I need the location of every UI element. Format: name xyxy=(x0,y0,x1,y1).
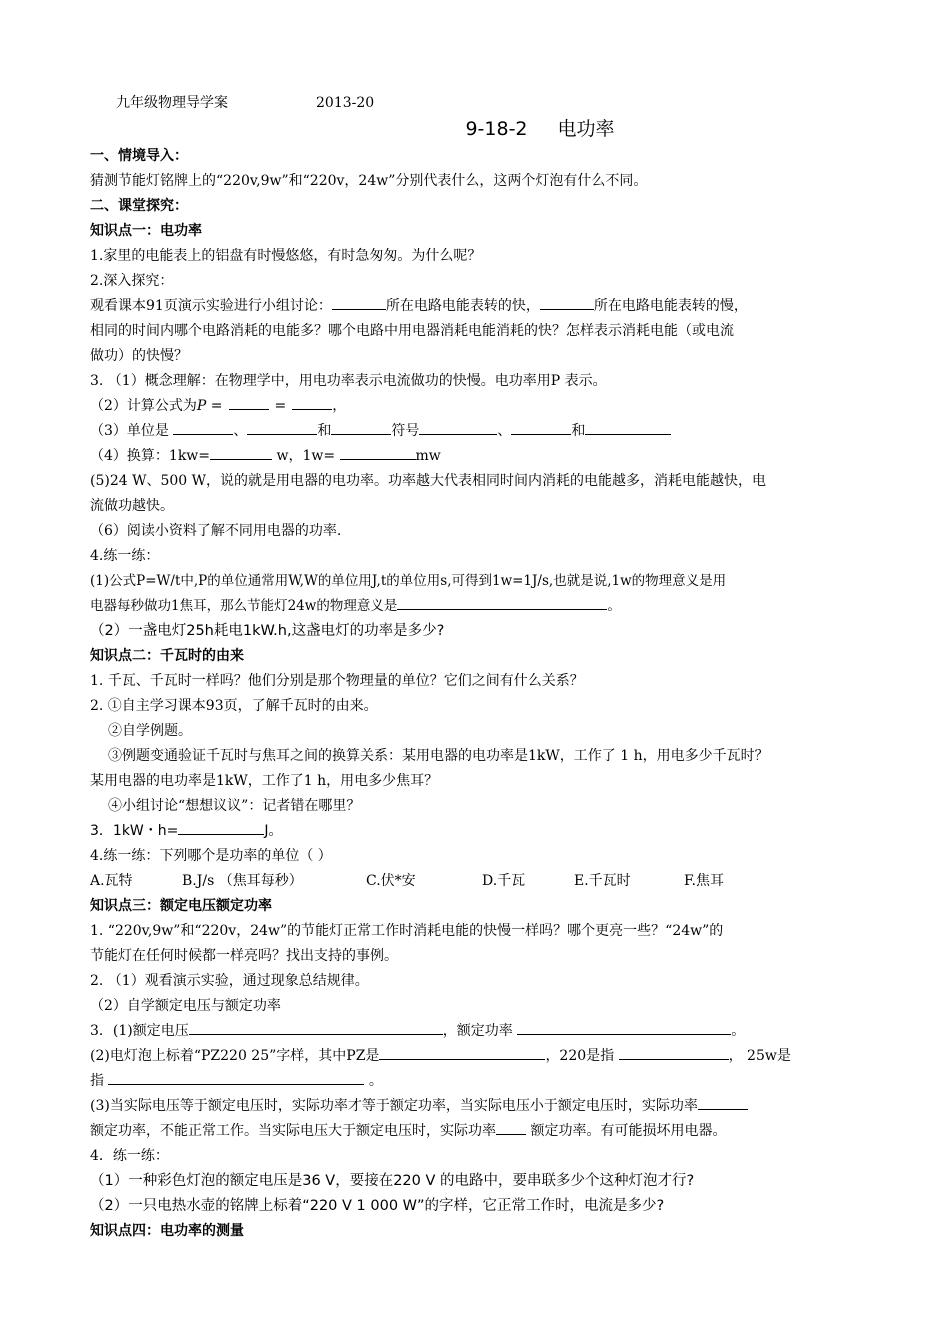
knowledge-point-1: 知识点一：电功率 xyxy=(90,223,202,239)
kp3-question-3-3a: (3)当实际电压等于额定电压时，实际功率才等于额定功率，当实际电压小于额定电压时，实际功率 xyxy=(90,1094,870,1119)
kp1-question-2b: 相同的时间内哪个电路消耗的电能多？哪个电路中用电器消耗电能消耗的快？怎样表示消耗电能（或电流 xyxy=(90,323,734,339)
kp2-question-1: 1. 千瓦、千瓦时一样吗？他们分别是那个物理量的单位？它们之间有什么关系？ xyxy=(90,673,584,689)
fill-blank[interactable] xyxy=(292,395,332,410)
kp1-question-2: 2.深入探究： xyxy=(90,273,174,289)
kp3-question-3-2: (2)电灯泡上标着“PZ220 25”字样，其中PZ是 ，220是指 ， 25w是 xyxy=(90,1044,870,1069)
kp3-practice-2: （2）一只电热水壶的铭牌上标着“220 V 1 000 W”的字样，它正常工作时，电流是多少? xyxy=(90,1198,665,1214)
section-heading-explore: 二、课堂探究： xyxy=(90,198,188,214)
document-header xyxy=(90,92,870,114)
kp3-practice: 4．练一练： xyxy=(90,1148,169,1164)
date-label: 2013-20 xyxy=(316,95,375,111)
option-d[interactable]: D.千瓦 xyxy=(482,873,526,889)
option-f[interactable]: F.焦耳 xyxy=(684,873,724,889)
kp1-conversion: （4）换算：1kw= w，1w= mw xyxy=(90,444,870,469)
fill-blank[interactable] xyxy=(229,395,269,410)
option-a[interactable]: A.瓦特 xyxy=(90,873,133,889)
fill-blank[interactable] xyxy=(340,445,416,460)
course-label: 九年级物理导学案 xyxy=(116,95,228,111)
kp2-question-2-1: 2. ①自主学习课本93页，了解千瓦时的由来。 xyxy=(90,698,378,714)
kp3-question-1a: 1. “220v,9w”和“220v，24w”的节能灯正常工作时消耗电能的快慢一样吗？哪个更亮一些？“24w”的 xyxy=(90,923,724,939)
kp2-options xyxy=(90,869,870,894)
fill-blank[interactable] xyxy=(247,420,317,435)
kp2-question-2-3b: 某用电器的电功率是1kW，工作了1 h，用电多少焦耳？ xyxy=(90,773,439,789)
kp1-note-5b: 流做功越快。 xyxy=(90,498,174,514)
fill-blank[interactable] xyxy=(189,1020,443,1035)
kp1-question-2c: 做功）的快慢？ xyxy=(90,348,188,364)
intro-text: 猜测节能灯铭牌上的“220v,9w”和“220v，24w”分别代表什么，这两个灯泡有什么不同。 xyxy=(90,173,648,189)
kp3-question-1b: 节能灯在任何时候都一样亮吗？找出支持的事例。 xyxy=(90,948,398,964)
kp1-note-5a: (5)24 W、500 W，说的就是用电器的电功率。功率越大代表相同时间内消耗的电能越多，消耗电能越快，电 xyxy=(90,473,767,489)
lesson-code: 9-18-2 xyxy=(465,118,528,140)
kp1-practice-1b: 电器每秒做功1焦耳，那么节能灯24w的物理意义是 。 xyxy=(90,594,870,619)
knowledge-point-2: 知识点二：千瓦时的由来 xyxy=(90,648,244,664)
kp3-question-2-1: 2. （1）观看演示实验，通过现象总结规律。 xyxy=(90,973,369,989)
kp3-practice-1: （1）一种彩色灯泡的额定电压是36 V，要接在220 V 的电路中，要串联多少个这种灯泡才行? xyxy=(90,1173,695,1189)
kp1-practice-1a: (1)公式P=W/t中,P的单位通常用W,W的单位用J,t的单位用s,可得到1w=1J/s,也就是说,1w的物理意义是用 xyxy=(90,573,727,589)
fill-blank[interactable] xyxy=(517,1020,731,1035)
fill-blank[interactable] xyxy=(331,420,391,435)
kp1-note-6: （6）阅读小资料了解不同用电器的功率. xyxy=(90,523,342,539)
fill-blank[interactable] xyxy=(332,295,386,310)
worksheet-page xyxy=(90,92,870,1244)
option-b[interactable]: B.J/s （焦耳每秒） xyxy=(182,873,303,889)
fill-blank[interactable] xyxy=(210,445,272,460)
page-title xyxy=(210,114,870,144)
lesson-name: 电功率 xyxy=(557,118,615,140)
kp2-question-4: 4.练一练：下列哪个是功率的单位（ ） xyxy=(90,848,332,864)
knowledge-point-3: 知识点三：额定电压额定功率 xyxy=(90,898,272,914)
kp1-concept: 3. （1）概念理解：在物理学中，用电功率表示电流做功的快慢。电功率用P 表示。 xyxy=(90,373,607,389)
fill-blank[interactable] xyxy=(397,595,607,610)
kp3-question-3-3b: 额定功率，不能正常工作。当实际电压大于额定电压时，实际功率 额定功率。有可能损坏用电器。 xyxy=(90,1119,870,1144)
kp1-question-2a: 观看课本91页演示实验进行小组讨论： 所在电路电能表转的快， 所在电路电能表转的慢， xyxy=(90,294,870,319)
kp2-question-2-2: ②自学例题。 xyxy=(108,723,192,739)
kp3-question-3-2b: 指 。 xyxy=(90,1069,870,1094)
option-e[interactable]: E.千瓦时 xyxy=(574,873,631,889)
fill-blank[interactable] xyxy=(585,420,671,435)
kp1-formula: （2）计算公式为P = = ， xyxy=(90,394,870,419)
fill-blank[interactable] xyxy=(511,420,571,435)
kp1-question-1: 1.家里的电能表上的铝盘有时慢悠悠，有时急匆匆。为什么呢？ xyxy=(90,248,482,264)
fill-blank[interactable] xyxy=(698,1095,748,1110)
knowledge-point-4: 知识点四：电功率的测量 xyxy=(90,1223,244,1239)
kp2-question-3: 3．1kW・h= J。 xyxy=(90,819,870,844)
section-heading-intro: 一、情境导入： xyxy=(90,148,188,164)
fill-blank[interactable] xyxy=(540,295,594,310)
fill-blank[interactable] xyxy=(108,1070,364,1085)
fill-blank[interactable] xyxy=(173,420,233,435)
kp3-question-2-2: （2）自学额定电压与额定功率 xyxy=(90,998,281,1014)
kp2-question-2-3: ③例题变通验证千瓦时与焦耳之间的换算关系：某用电器的电功率是1kW，工作了 1 h，用电多少千瓦时？ xyxy=(108,748,769,764)
kp2-question-2-4: ④小组讨论“想想议议”：记者错在哪里？ xyxy=(108,798,361,814)
fill-blank[interactable] xyxy=(419,420,497,435)
fill-blank[interactable] xyxy=(496,1120,526,1135)
fill-blank[interactable] xyxy=(379,1045,545,1060)
kp3-question-3-1: 3．(1)额定电压 ，额定功率 。 xyxy=(90,1019,870,1044)
kp1-practice-2: （2）一盏电灯25h耗电1kW.h,这盏电灯的功率是多少? xyxy=(90,623,445,639)
kp1-units: （3）单位是 、 和 符号 、 和 xyxy=(90,419,870,444)
option-c[interactable]: C.伏*安 xyxy=(366,873,416,889)
fill-blank[interactable] xyxy=(619,1045,729,1060)
fill-blank[interactable] xyxy=(178,820,264,835)
kp1-practice: 4.练一练： xyxy=(90,548,160,564)
